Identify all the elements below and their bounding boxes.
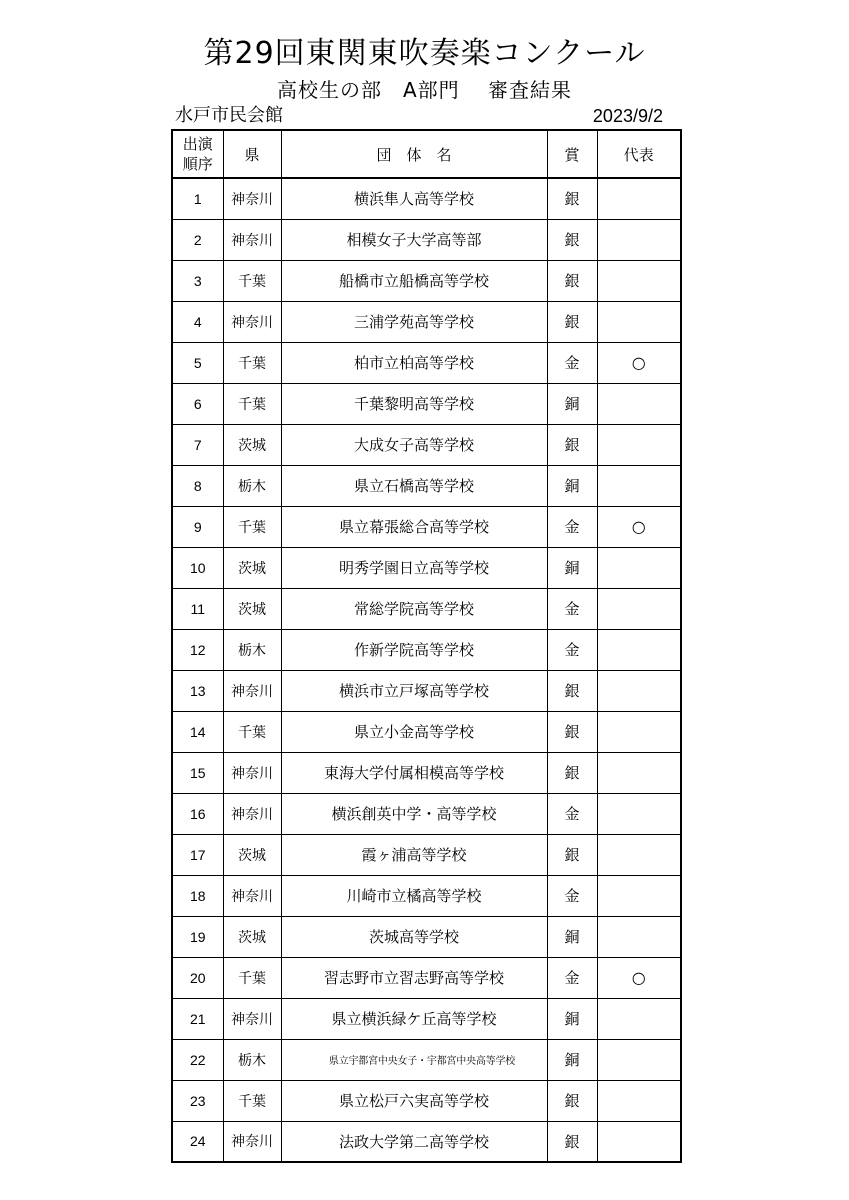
row-group-name: 横浜創英中学・高等学校 xyxy=(281,793,547,834)
row-group-name: 県立宇都宮中央女子・宇都宮中央高等学校 xyxy=(281,1039,547,1080)
page-title: 第29回東関東吹奏楽コンクール xyxy=(203,36,646,71)
row-representative: ○ xyxy=(597,342,681,383)
table-row xyxy=(172,1121,681,1162)
row-prefecture: 千葉 xyxy=(223,506,281,547)
row-group-name: 柏市立柏高等学校 xyxy=(281,342,547,383)
table-row xyxy=(172,670,681,711)
row-group-name: 大成女子高等学校 xyxy=(281,424,547,465)
row-representative xyxy=(597,424,681,465)
row-group-name: 県立横浜緑ケ丘高等学校 xyxy=(281,998,547,1039)
row-group-name: 県立松戸六実高等学校 xyxy=(281,1080,547,1121)
table-row xyxy=(172,957,681,998)
table-row xyxy=(172,998,681,1039)
row-prefecture: 神奈川 xyxy=(223,875,281,916)
header-row xyxy=(172,130,681,178)
table-row xyxy=(172,465,681,506)
row-prefecture: 神奈川 xyxy=(223,793,281,834)
table-row xyxy=(172,547,681,588)
row-representative xyxy=(597,465,681,506)
row-prefecture: 千葉 xyxy=(223,383,281,424)
row-order: 7 xyxy=(172,424,223,465)
row-order: 4 xyxy=(172,301,223,342)
row-group-name: 霞ヶ浦高等学校 xyxy=(281,834,547,875)
row-award: 銅 xyxy=(547,1039,597,1080)
row-group-name: 県立幕張総合高等学校 xyxy=(281,506,547,547)
row-representative xyxy=(597,547,681,588)
row-order: 2 xyxy=(172,219,223,260)
row-prefecture: 栃木 xyxy=(223,465,281,506)
row-prefecture: 神奈川 xyxy=(223,1121,281,1162)
row-award: 銀 xyxy=(547,711,597,752)
row-prefecture: 千葉 xyxy=(223,342,281,383)
row-group-name: 県立小金高等学校 xyxy=(281,711,547,752)
row-order: 19 xyxy=(172,916,223,957)
row-representative xyxy=(597,670,681,711)
row-representative xyxy=(597,834,681,875)
table-row xyxy=(172,301,681,342)
row-representative xyxy=(597,219,681,260)
row-award: 銀 xyxy=(547,1080,597,1121)
row-award: 金 xyxy=(547,342,597,383)
row-award: 銀 xyxy=(547,1121,597,1162)
row-order: 9 xyxy=(172,506,223,547)
table-row xyxy=(172,793,681,834)
row-award: 金 xyxy=(547,793,597,834)
row-prefecture: 千葉 xyxy=(223,1080,281,1121)
row-prefecture: 神奈川 xyxy=(223,752,281,793)
row-representative xyxy=(597,629,681,670)
table-row xyxy=(172,383,681,424)
table-row xyxy=(172,219,681,260)
row-prefecture: 神奈川 xyxy=(223,219,281,260)
table-row xyxy=(172,424,681,465)
row-order: 20 xyxy=(172,957,223,998)
row-representative xyxy=(597,301,681,342)
row-prefecture: 神奈川 xyxy=(223,178,281,219)
row-award: 金 xyxy=(547,506,597,547)
column-header-prefecture: 県 xyxy=(223,130,281,178)
column-header-order-line2: 順序 xyxy=(182,155,213,173)
table-row xyxy=(172,506,681,547)
table-row xyxy=(172,629,681,670)
row-order: 6 xyxy=(172,383,223,424)
row-representative xyxy=(597,383,681,424)
row-award: 金 xyxy=(547,875,597,916)
table-row xyxy=(172,875,681,916)
table-row xyxy=(172,588,681,629)
row-group-name: 千葉黎明高等学校 xyxy=(281,383,547,424)
table-row xyxy=(172,834,681,875)
row-representative xyxy=(597,1121,681,1162)
row-group-name: 三浦学苑高等学校 xyxy=(281,301,547,342)
row-group-name: 横浜市立戸塚高等学校 xyxy=(281,670,547,711)
row-order: 21 xyxy=(172,998,223,1039)
row-representative xyxy=(597,752,681,793)
table-row xyxy=(172,1039,681,1080)
row-representative xyxy=(597,916,681,957)
row-award: 銀 xyxy=(547,260,597,301)
row-prefecture: 神奈川 xyxy=(223,670,281,711)
row-group-name: 横浜隼人高等学校 xyxy=(281,178,547,219)
table-row xyxy=(172,260,681,301)
row-prefecture: 千葉 xyxy=(223,711,281,752)
page-subtitle: 高校生の部 A部門 審査結果 xyxy=(276,78,573,102)
row-award: 銀 xyxy=(547,219,597,260)
row-representative xyxy=(597,793,681,834)
row-prefecture: 千葉 xyxy=(223,957,281,998)
row-order: 22 xyxy=(172,1039,223,1080)
row-group-name: 茨城高等学校 xyxy=(281,916,547,957)
column-header-representative: 代表 xyxy=(597,130,681,178)
row-representative xyxy=(597,178,681,219)
table-row xyxy=(172,711,681,752)
row-representative: ○ xyxy=(597,506,681,547)
row-award: 銀 xyxy=(547,752,597,793)
row-group-name: 習志野市立習志野高等学校 xyxy=(281,957,547,998)
row-representative xyxy=(597,998,681,1039)
row-award: 銀 xyxy=(547,178,597,219)
row-representative xyxy=(597,1039,681,1080)
row-group-name: 船橋市立船橋高等学校 xyxy=(281,260,547,301)
table-row xyxy=(172,916,681,957)
venue-label: 水戸市民会館 xyxy=(175,105,283,126)
row-prefecture: 茨城 xyxy=(223,547,281,588)
row-order: 16 xyxy=(172,793,223,834)
row-prefecture: 千葉 xyxy=(223,260,281,301)
row-award: 銀 xyxy=(547,670,597,711)
row-order: 13 xyxy=(172,670,223,711)
row-order: 17 xyxy=(172,834,223,875)
row-award: 銅 xyxy=(547,465,597,506)
row-award: 銅 xyxy=(547,547,597,588)
row-prefecture: 神奈川 xyxy=(223,301,281,342)
row-prefecture: 神奈川 xyxy=(223,998,281,1039)
row-prefecture: 茨城 xyxy=(223,588,281,629)
row-representative xyxy=(597,875,681,916)
row-representative: ○ xyxy=(597,957,681,998)
row-representative xyxy=(597,711,681,752)
results-table xyxy=(171,129,682,1163)
row-order: 5 xyxy=(172,342,223,383)
row-order: 12 xyxy=(172,629,223,670)
row-group-name: 明秀学園日立高等学校 xyxy=(281,547,547,588)
row-order: 14 xyxy=(172,711,223,752)
row-prefecture: 栃木 xyxy=(223,1039,281,1080)
row-award: 銀 xyxy=(547,424,597,465)
row-representative xyxy=(597,588,681,629)
column-header-award: 賞 xyxy=(547,130,597,178)
row-award: 銀 xyxy=(547,834,597,875)
table-row xyxy=(172,178,681,219)
row-group-name: 常総学院高等学校 xyxy=(281,588,547,629)
row-prefecture: 茨城 xyxy=(223,424,281,465)
row-award: 銅 xyxy=(547,916,597,957)
row-award: 金 xyxy=(547,588,597,629)
row-order: 18 xyxy=(172,875,223,916)
row-group-name: 川崎市立橘高等学校 xyxy=(281,875,547,916)
row-order: 15 xyxy=(172,752,223,793)
row-order: 1 xyxy=(172,178,223,219)
row-order: 11 xyxy=(172,588,223,629)
row-award: 銅 xyxy=(547,383,597,424)
date-label: 2023/9/2 xyxy=(592,106,663,126)
column-header-group-name: 団 体 名 xyxy=(281,130,547,178)
row-group-name: 作新学院高等学校 xyxy=(281,629,547,670)
table-row xyxy=(172,1080,681,1121)
row-order: 8 xyxy=(172,465,223,506)
row-order: 24 xyxy=(172,1121,223,1162)
row-group-name: 東海大学付属相模高等学校 xyxy=(281,752,547,793)
row-prefecture: 茨城 xyxy=(223,916,281,957)
row-award: 金 xyxy=(547,957,597,998)
row-order: 23 xyxy=(172,1080,223,1121)
row-order: 10 xyxy=(172,547,223,588)
table-row xyxy=(172,752,681,793)
row-award: 銀 xyxy=(547,301,597,342)
row-prefecture: 栃木 xyxy=(223,629,281,670)
row-group-name: 県立石橋高等学校 xyxy=(281,465,547,506)
column-header-order xyxy=(172,130,223,178)
row-group-name: 相模女子大学高等部 xyxy=(281,219,547,260)
row-representative xyxy=(597,260,681,301)
row-representative xyxy=(597,1080,681,1121)
row-prefecture: 茨城 xyxy=(223,834,281,875)
table-row xyxy=(172,342,681,383)
row-order: 3 xyxy=(172,260,223,301)
row-award: 金 xyxy=(547,629,597,670)
row-group-name: 法政大学第二高等学校 xyxy=(281,1121,547,1162)
row-award: 銅 xyxy=(547,998,597,1039)
column-header-order-line1: 出演 xyxy=(182,135,213,153)
